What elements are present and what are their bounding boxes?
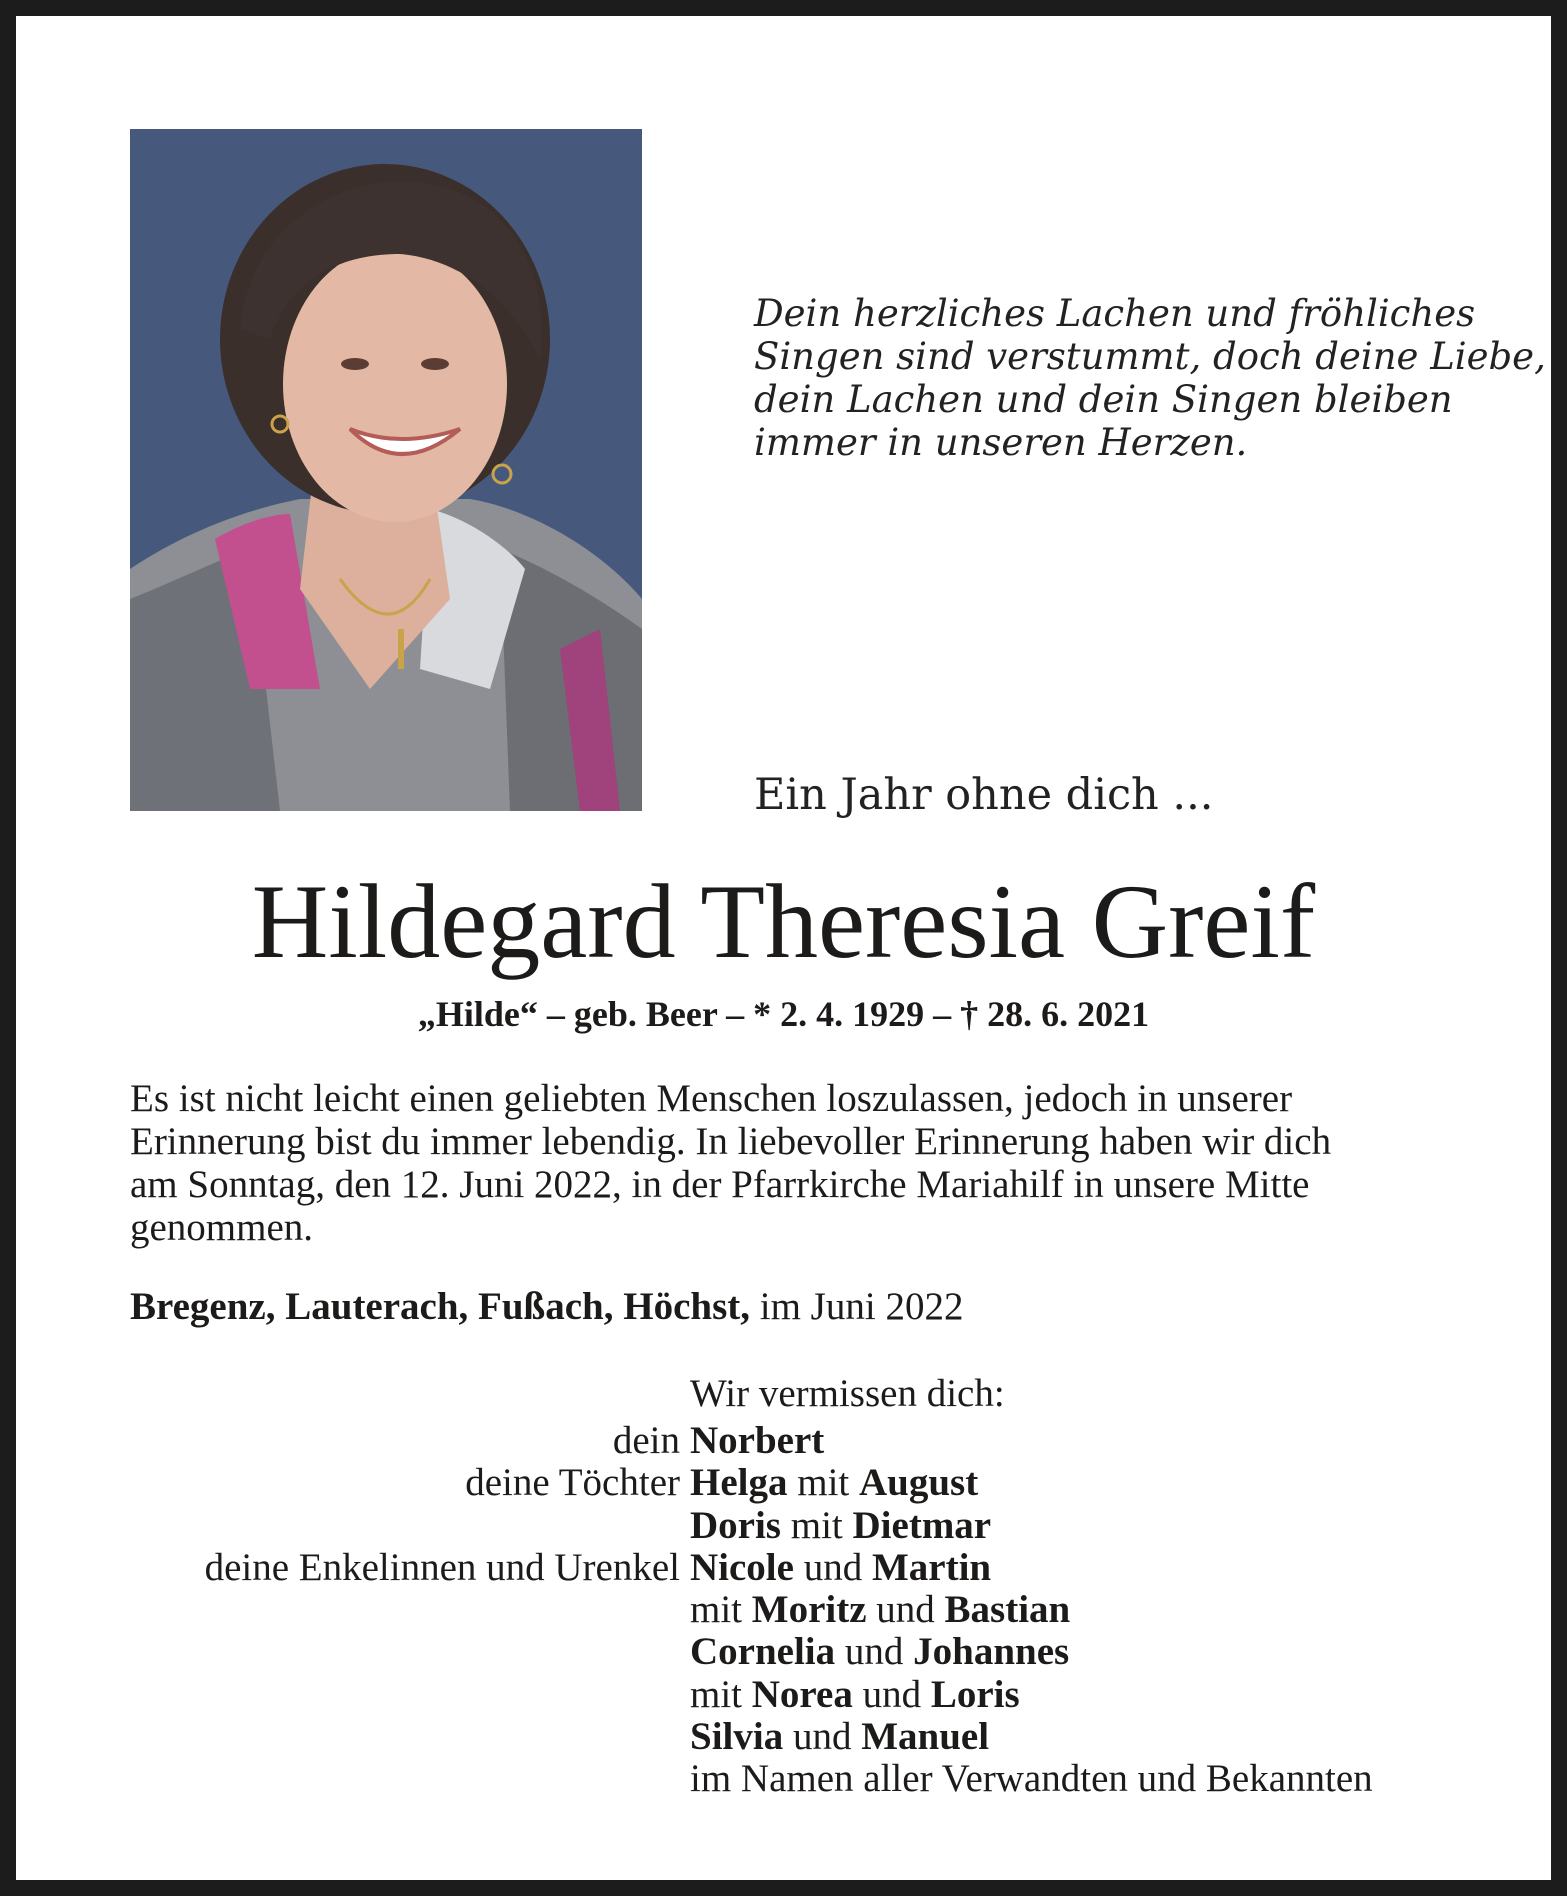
memorial-quote (754, 292, 1546, 464)
relation-labels (130, 1420, 680, 1589)
message-line: Erinnerung bist du immer lebendig. In liebevoller Erinnerung haben wir dich (130, 1120, 1332, 1163)
mourner-name: Doris (690, 1503, 781, 1547)
memorial-message (130, 1077, 1450, 1249)
deceased-name: Hildegard Theresia Greif (251, 863, 1316, 980)
message-line: Es ist nicht leicht einen geliebten Menschen loszulassen, jedoch in unserer (130, 1077, 1293, 1120)
mourner-name: August (859, 1461, 979, 1505)
mourner-name: Martin (871, 1545, 992, 1589)
conjunction: und (862, 1672, 922, 1716)
quote-line: immer in unseren Herzen. (754, 421, 1248, 464)
mourner-row (690, 1505, 1510, 1547)
mourner-name: Norbert (690, 1419, 825, 1462)
mourner-name: Loris (930, 1672, 1020, 1716)
quote-line: Dein herzliches Lachen und fröhliches (754, 292, 1476, 335)
conjunction: und (844, 1630, 904, 1674)
mourner-name: Silvia (690, 1715, 784, 1759)
mourner-names (690, 1420, 1510, 1801)
mourner-row (690, 1716, 1510, 1758)
relation-label: dein (612, 1419, 680, 1462)
quote-line: Singen sind verstummt, doch deine Liebe, (754, 335, 1546, 378)
mourner-row (690, 1674, 1510, 1716)
mourner-name: Dietmar (852, 1503, 992, 1547)
mourner-row (690, 1631, 1510, 1673)
conjunction: mit (797, 1461, 850, 1505)
life-dates: „Hilde“ – geb. Beer – * 2. 4. 1929 – † 28. 6. 2021 (417, 994, 1150, 1034)
message-line: genommen. (130, 1206, 314, 1249)
conjunction: und (792, 1715, 852, 1759)
portrait-photo (130, 129, 642, 811)
message-line: am Sonntag, den 12. Juni 2022, in der Pfarrkirche Mariahilf in unsere Mitte (130, 1163, 1310, 1206)
prefix: mit (690, 1588, 743, 1632)
conjunction: und (876, 1588, 935, 1632)
prefix: mit (690, 1672, 743, 1716)
quote-line: dein Lachen und dein Singen bleiben (754, 378, 1453, 421)
mourner-row (690, 1589, 1510, 1631)
relation-label: deine Enkelinnen und Urenkel (204, 1545, 680, 1589)
mourner-name: Bastian (944, 1588, 1071, 1632)
mourner-name: Norea (751, 1672, 853, 1716)
conjunction: und (803, 1545, 863, 1589)
date: im Juni 2022 (759, 1285, 964, 1328)
mourner-name: Johannes (913, 1630, 1070, 1674)
mourner-row (690, 1462, 1510, 1504)
mourner-name: Helga (690, 1461, 788, 1505)
mourner-name: Nicole (690, 1545, 794, 1589)
conjunction: mit (790, 1503, 843, 1547)
mourner-name: Cornelia (690, 1630, 836, 1674)
mourner-name: Moritz (751, 1588, 867, 1632)
places: Bregenz, Lauterach, Fußach, Höchst, (130, 1285, 751, 1328)
place-date-line (130, 1283, 963, 1331)
mourners-heading: Wir vermissen dich: (690, 1372, 1005, 1415)
mourner-row (690, 1420, 1510, 1462)
relation-label (130, 1505, 680, 1547)
portrait-illustration (130, 129, 642, 811)
mourner-row (690, 1547, 1510, 1589)
relation-label: deine Töchter (465, 1461, 680, 1505)
mourner-name: Manuel (861, 1715, 990, 1759)
anniversary-line: Ein Jahr ohne dich ... (754, 770, 1214, 820)
closing-line: im Namen aller Verwandten und Bekannten (690, 1757, 1373, 1801)
